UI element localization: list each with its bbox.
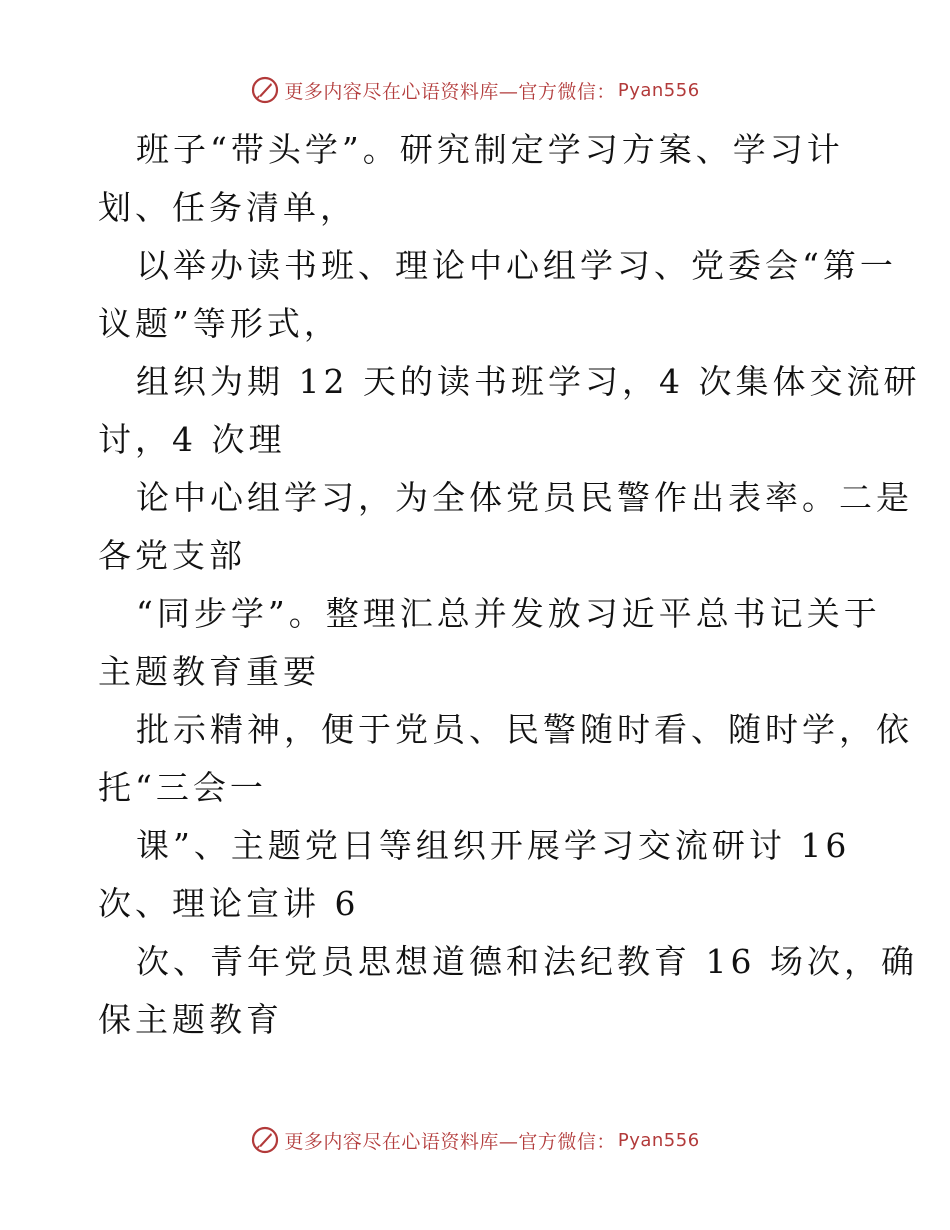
quill-logo-icon xyxy=(250,75,280,105)
paragraph-line: 划、任务清单， xyxy=(98,188,357,227)
header-banner xyxy=(0,72,950,108)
paragraph-line: 次、青年党员思想道德和法纪教育 16 场次，确 xyxy=(136,942,918,981)
header-wechat-id: Pyan556 xyxy=(617,79,700,101)
paragraph xyxy=(98,237,897,353)
paragraph-line: 讨，4 次理 xyxy=(98,420,286,459)
paragraph xyxy=(98,585,881,701)
paragraph-line: 以举办读书班、理论中心组学习、党委会“第一 xyxy=(136,246,897,285)
paragraph xyxy=(98,353,921,469)
paragraph xyxy=(98,121,858,237)
paragraph-line: 保主题教育 xyxy=(98,1000,283,1039)
paragraph-line: 论中心组学习，为全体党员民警作出表率。二是 xyxy=(136,478,913,517)
paragraph-line: 班子“带头学”。研究制定学习方案、学习计 xyxy=(136,130,844,169)
paragraph-line: “同步学”。整理汇总并发放习近平总书记关于 xyxy=(136,594,881,633)
paragraph-line: 组织为期 12 天的读书班学习，4 次集体交流研 xyxy=(136,362,921,401)
paragraph-line: 批示精神，便于党员、民警随时看、随时学，依 xyxy=(136,710,913,749)
paragraph-line: 主题教育重要 xyxy=(98,652,320,691)
paragraph xyxy=(98,701,913,817)
header-banner-text: 更多内容尽在心语资料库—官方微信： xyxy=(284,80,616,103)
quill-logo-icon xyxy=(250,1125,280,1155)
paragraph-line: 课”、主题党日等组织开展学习交流研讨 16 xyxy=(136,826,851,865)
paragraph-line: 次、理论宣讲 6 xyxy=(98,884,360,923)
footer-wechat-id: Pyan556 xyxy=(617,1129,700,1151)
footer-banner-text: 更多内容尽在心语资料库—官方微信： xyxy=(284,1130,616,1153)
paragraph xyxy=(98,933,918,1049)
paragraph-line: 托“三会一 xyxy=(98,768,267,807)
document-body xyxy=(98,121,921,1049)
footer-banner xyxy=(0,1122,950,1158)
paragraph xyxy=(98,469,913,585)
paragraph-line: 各党支部 xyxy=(98,536,246,575)
paragraph-line: 议题”等形式， xyxy=(98,304,341,343)
paragraph xyxy=(98,817,858,933)
